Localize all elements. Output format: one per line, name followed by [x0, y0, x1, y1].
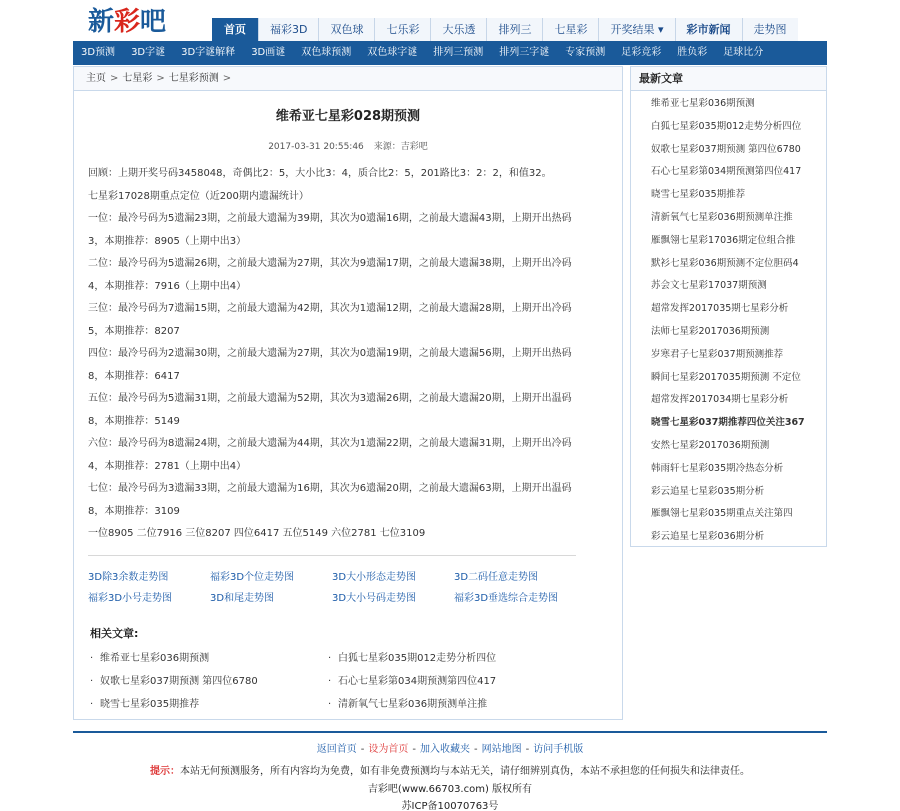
notice-text: 本站无何预测服务，所有内容均为免费，如有非免费预测均与本站无关，请仔细辨别真伪，本站不承担您的任何损失和法律责任。 — [180, 766, 750, 777]
footer-links: 返回首页 - 设为首页 - 加入收藏夹 - 网站地图 - 访问手机版 — [316, 744, 584, 755]
nav-fc3d[interactable]: 福彩3D — [258, 18, 318, 41]
subnav-item[interactable]: 3D预测 — [81, 47, 116, 58]
related-link[interactable]: 维希亚七星彩036期预测 — [100, 653, 210, 664]
chevron-right-icon: > — [222, 73, 232, 84]
article-paragraph: 七星彩17028期重点定位（近200期内遗漏统计） — [88, 190, 309, 202]
trend-link[interactable]: 3D和尾走势图 — [210, 593, 275, 604]
subnav-item[interactable]: 双色球字谜 — [367, 47, 418, 58]
sidebar-article-link[interactable]: 维希亚七星彩036期预测 — [651, 98, 755, 109]
article-paragraph: 5，本期推荐：8207 — [88, 325, 180, 337]
article-paragraph: 一位8905 二位7916 三位8207 四位6417 五位5149 六位2781 七位3109 — [88, 528, 426, 539]
subnav-item[interactable]: 足球比分 — [723, 47, 764, 58]
article-paragraph: 4，本期推荐：2781（上期中出4） — [88, 460, 247, 472]
related-articles — [90, 647, 590, 716]
related-link[interactable]: 奴歌七星彩037期预测 第四位6780 — [100, 676, 258, 687]
footer-copyright: 吉彩吧(www.66703.com) 版权所有 — [367, 784, 533, 795]
footer-link-mobile[interactable]: 访问手机版 — [533, 744, 584, 755]
article-paragraph: 六位：最冷号码为8遗漏24期，之前最大遗漏为44期，其次为1遗漏22期，之前最大遗漏31期，上期开出冷码 — [88, 438, 572, 449]
subnav-item[interactable]: 胜负彩 — [677, 47, 708, 58]
sidebar-article-link[interactable]: 彩云追星七星彩035期分析 — [651, 485, 765, 497]
related-link[interactable]: 石心七星彩第034期预测第四位417 — [338, 676, 497, 687]
bullet-icon: · — [90, 653, 94, 664]
nav-qlc[interactable]: 七乐彩 — [374, 18, 430, 41]
trend-link[interactable]: 福彩3D小号走势图 — [88, 593, 173, 604]
article-title: 维希亚七星彩028期预测 — [275, 109, 421, 124]
sidebar-article-link[interactable]: 超常发挥2017034期七星彩分析 — [651, 394, 789, 406]
chevron-right-icon: > — [156, 73, 165, 84]
sidebar-article-link[interactable]: 安然七星彩2017036期预测 — [651, 439, 770, 451]
footer-notice — [0, 762, 900, 777]
chevron-right-icon: > — [110, 73, 119, 84]
article-paragraph: 回顾：上期开奖号码3458048，奇偶比2：5，大小比3：4，质合比2：5，201路比3：2：2，和值32。 — [88, 168, 552, 179]
article-paragraph: 8，本期推荐：6417 — [88, 370, 180, 382]
trend-link[interactable]: 福彩3D垂选综合走势图 — [454, 593, 559, 604]
trend-chart-links — [88, 567, 588, 609]
footer-icp[interactable]: 苏ICP备10070763号 — [401, 801, 499, 811]
nav-results-dropdown[interactable]: 开奖结果 ▾ — [598, 18, 674, 41]
sidebar-article-link[interactable]: 晓雪七星彩035期推荐 — [651, 189, 746, 201]
logo-char-2: 彩 — [114, 7, 141, 37]
sidebar-article-link[interactable]: 奴歌七星彩037期预测 第四位6780 — [651, 143, 801, 155]
logo-char-1: 新 — [88, 7, 115, 37]
sidebar-article-link[interactable]: 默衫七星彩036期预测不定位胆码4 — [651, 257, 799, 269]
subnav-item[interactable]: 3D字谜解释 — [181, 47, 236, 58]
trend-link[interactable]: 福彩3D个位走势图 — [210, 572, 295, 583]
article-paragraph: 三位：最冷号码为7遗漏15期，之前最大遗漏为42期，其次为1遗漏12期，之前最大遗漏28期，上期开出冷码 — [88, 303, 572, 314]
trend-link[interactable]: 3D大小号码走势图 — [332, 593, 417, 604]
sidebar-article-link[interactable]: 雁飘翎七星彩035期重点关注第四 — [651, 508, 793, 520]
site-logo[interactable] — [88, 6, 166, 38]
subnav-item[interactable]: 3D画谜 — [251, 47, 286, 58]
sidebar-article-link[interactable]: 苏会文七星彩17037期预测 — [651, 280, 767, 292]
breadcrumb-qxc-predict[interactable]: 七星彩预测 — [168, 73, 219, 84]
trend-link[interactable]: 3D大小形态走势图 — [332, 572, 417, 583]
bullet-icon: · — [328, 699, 332, 710]
article-paragraph: 五位：最冷号码为5遗漏31期，之前最大遗漏为52期，其次为3遗漏26期，之前最大遗漏20期，上期开出温码 — [88, 393, 572, 404]
nav-home[interactable]: 首页 — [212, 18, 258, 41]
nav-trend[interactable]: 走势图 — [742, 18, 798, 41]
footer-link-set-home[interactable]: 设为首页 — [368, 744, 409, 755]
subnav-item[interactable]: 3D字谜 — [131, 47, 166, 58]
article-paragraph: 3，本期推荐：8905（上期中出3） — [88, 235, 247, 247]
logo-char-3: 吧 — [140, 7, 167, 37]
nav-qxc[interactable]: 七星彩 — [542, 18, 598, 41]
sub-nav — [73, 41, 827, 65]
related-title: 相关文章: — [90, 627, 139, 640]
sidebar-article-link[interactable]: 岁寒君子七星彩037期预测推荐 — [651, 348, 784, 360]
sidebar-article-link[interactable]: 雁飘翎七星彩17036期定位组合推 — [651, 234, 796, 246]
sidebar-article-link[interactable]: 超常发挥2017035期七星彩分析 — [651, 303, 789, 315]
nav-news[interactable]: 彩市新闻 — [675, 18, 742, 41]
subnav-item[interactable]: 足彩竞彩 — [621, 47, 662, 58]
article-paragraph: 一位：最冷号码为5遗漏23期，之前最大遗漏为39期，其次为0遗漏16期，之前最大遗漏43期，上期开出热码 — [88, 213, 572, 224]
related-link[interactable]: 清新氧气七星彩036期预测单注推 — [338, 699, 488, 710]
article-date: 2017-03-31 20:55:46 — [268, 142, 364, 152]
sidebar-article-link[interactable]: 彩云追星七星彩036期分析 — [651, 531, 765, 543]
subnav-item[interactable]: 排列三预测 — [433, 47, 484, 58]
article-paragraph: 8，本期推荐：5149 — [88, 415, 180, 427]
nav-dlt[interactable]: 大乐透 — [430, 18, 486, 41]
nav-ssq[interactable]: 双色球 — [318, 18, 374, 41]
related-link[interactable]: 晓雪七星彩035期推荐 — [100, 699, 200, 710]
article-panel — [73, 66, 623, 720]
subnav-item[interactable]: 双色球预测 — [301, 47, 352, 58]
bullet-icon: · — [90, 676, 94, 687]
sidebar-article-link[interactable]: 白狐七星彩035期012走势分析四位 — [651, 120, 802, 132]
article-paragraph: 四位：最冷号码为2遗漏30期，之前最大遗漏为27期，其次为0遗漏19期，之前最大遗漏56期，上期开出热码 — [88, 348, 572, 359]
breadcrumb-home[interactable]: 主页 — [86, 73, 106, 84]
trend-link[interactable]: 3D除3余数走势图 — [88, 572, 169, 583]
bullet-icon: · — [328, 676, 332, 687]
article-paragraph: 二位：最冷号码为5遗漏26期，之前最大遗漏为27期，其次为9遗漏17期，之前最大遗漏38期，上期开出冷码 — [88, 258, 572, 269]
sidebar-article-link[interactable]: 瞬间七星彩2017035期预测 不定位 — [651, 371, 801, 383]
notice-label: 提示： — [150, 766, 180, 777]
footer-link-bookmark[interactable]: 加入收藏夹 — [420, 744, 470, 755]
article-meta — [74, 139, 622, 152]
bullet-icon: · — [328, 653, 332, 664]
article-paragraph: 七位：最冷号码为3遗漏33期，之前最大遗漏为16期，其次为6遗漏20期，之前最大遗漏63期，上期开出温码 — [88, 483, 572, 494]
divider — [88, 555, 576, 556]
subnav-item[interactable]: 排列三字谜 — [499, 47, 550, 58]
article-paragraph: 8，本期推荐：3109 — [88, 505, 180, 517]
subnav-item[interactable]: 专家预测 — [565, 47, 606, 58]
trend-link[interactable]: 3D二码任意走势图 — [454, 572, 539, 583]
sidebar-article-link[interactable]: 晓雪七星彩037期推荐四位关注367 — [651, 417, 805, 429]
article-source: 来源：吉彩吧 — [373, 142, 428, 152]
sidebar-article-link[interactable]: 清新氧气七星彩036期预测单注推 — [651, 211, 793, 223]
article-paragraph: 4，本期推荐：7916（上期中出4） — [88, 280, 247, 292]
breadcrumb-qxc[interactable]: 七星彩 — [122, 73, 153, 84]
footer-divider — [73, 731, 827, 733]
breadcrumb — [74, 67, 622, 91]
related-link[interactable]: 白狐七星彩035期012走势分析四位 — [338, 653, 497, 664]
sidebar-title: 最新文章 — [631, 67, 826, 91]
article-body — [88, 163, 610, 546]
footer-link-sitemap[interactable]: 网站地图 — [481, 744, 522, 755]
nav-pl3[interactable]: 排列三 — [486, 18, 542, 41]
sidebar-article-link[interactable]: 石心七星彩第034期预测第四位417 — [651, 166, 802, 178]
bullet-icon: · — [90, 699, 94, 710]
top-nav — [212, 18, 798, 41]
latest-articles-sidebar — [630, 66, 827, 547]
footer-link-home[interactable]: 返回首页 — [316, 744, 357, 755]
sidebar-article-link[interactable]: 韩雨轩七星彩035期冷热态分析 — [651, 462, 784, 474]
sidebar-article-link[interactable]: 法师七星彩2017036期预测 — [651, 325, 770, 337]
